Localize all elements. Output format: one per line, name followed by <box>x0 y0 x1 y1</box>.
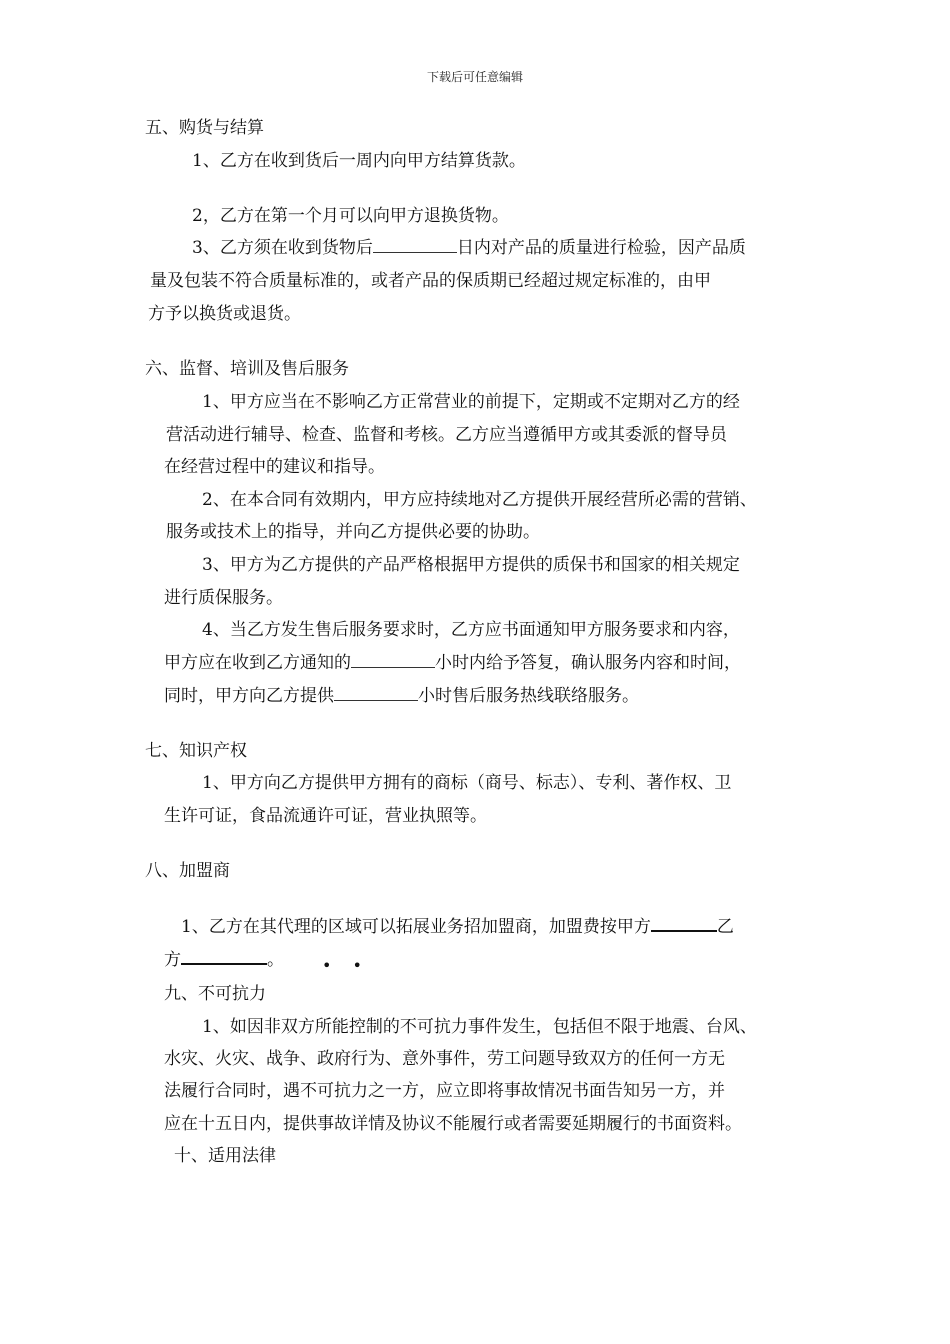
clause-text: 法履行合同时，遇不可抗力之一方，应立即将事故情况书面告知另一方，并 <box>164 1081 725 1101</box>
section-heading: 八、加盟商 <box>145 861 230 881</box>
clause-text: 甲方应在收到乙方通知的 小时内给予答复，确认服务内容和时间， <box>164 653 741 673</box>
fill-in-blank[interactable] <box>351 653 435 668</box>
clause-text: 服务或技术上的指导，并向乙方提供必要的协助。 <box>166 522 540 542</box>
page-header: 下载后可任意编辑 <box>426 70 523 84</box>
clause-text: 在经营过程中的建议和指导。 <box>164 457 385 477</box>
clause-text: 1、甲方向乙方提供甲方拥有的商标（商号、标志）、专利、著作权、卫 <box>202 773 732 793</box>
clause-text: 方予以换货或退货。 <box>148 304 301 324</box>
clause-text: 3、甲方为乙方提供的产品严格根据甲方提供的质保书和国家的相关规定 <box>202 555 740 575</box>
clause-text: 进行质保服务。 <box>164 588 283 608</box>
fill-in-blank[interactable] <box>651 916 717 932</box>
clause-text: 2、在本合同有效期内，甲方应持续地对乙方提供开展经营所必需的营销、 <box>202 490 757 510</box>
clause-text: 水灾、火灾、战争、政府行为、意外事件，劳工问题导致双方的任何一方无 <box>164 1049 725 1069</box>
section-heading: 七、知识产权 <box>145 741 247 761</box>
fill-in-blank[interactable] <box>181 949 267 965</box>
clause-text: 方 。 <box>164 950 284 970</box>
clause-text: 1、甲方应当在不影响乙方正常营业的前提下，定期或不定期对乙方的经 <box>202 392 740 412</box>
clause-text: 量及包装不符合质量标准的，或者产品的保质期已经超过规定标准的，由甲 <box>150 271 711 291</box>
section-heading: 十、适用法律 <box>174 1146 276 1166</box>
fill-in-blank[interactable] <box>373 238 457 253</box>
clause-text: 1、乙方在收到货后一周内向甲方结算货款。 <box>192 151 526 171</box>
clause-text: 2，乙方在第一个月可以向甲方退换货物。 <box>192 206 509 226</box>
clause-text: 3、乙方须在收到货物后 日内对产品的质量进行检验，因产品质 <box>192 238 746 258</box>
clause-text: 1、乙方在其代理的区域可以拓展业务招加盟商，加盟费按甲方 乙 <box>181 917 734 937</box>
clause-text: 1、如因非双方所能控制的不可抗力事件发生，包括但不限于地震、台风、 <box>202 1017 757 1037</box>
fill-in-blank[interactable] <box>334 686 418 701</box>
section-heading: 六、监督、培训及售后服务 <box>145 359 349 379</box>
clause-text: 4、当乙方发生售后服务要求时，乙方应书面通知甲方服务要求和内容， <box>202 620 740 640</box>
section-heading: 五、购货与结算 <box>145 118 264 138</box>
clause-text: 应在十五日内，提供事故详情及协议不能履行或者需要延期履行的书面资料。 <box>164 1114 742 1134</box>
section-heading: 九、不可抗力 <box>164 984 266 1004</box>
clause-text: 营活动进行辅导、检查、监督和考核。乙方应当遵循甲方或其委派的督导员 <box>166 425 727 445</box>
bullet-dots: • • <box>322 956 370 975</box>
clause-text: 生许可证，食品流通许可证，营业执照等。 <box>164 806 487 826</box>
clause-text: 同时，甲方向乙方提供 小时售后服务热线联络服务。 <box>164 686 639 706</box>
